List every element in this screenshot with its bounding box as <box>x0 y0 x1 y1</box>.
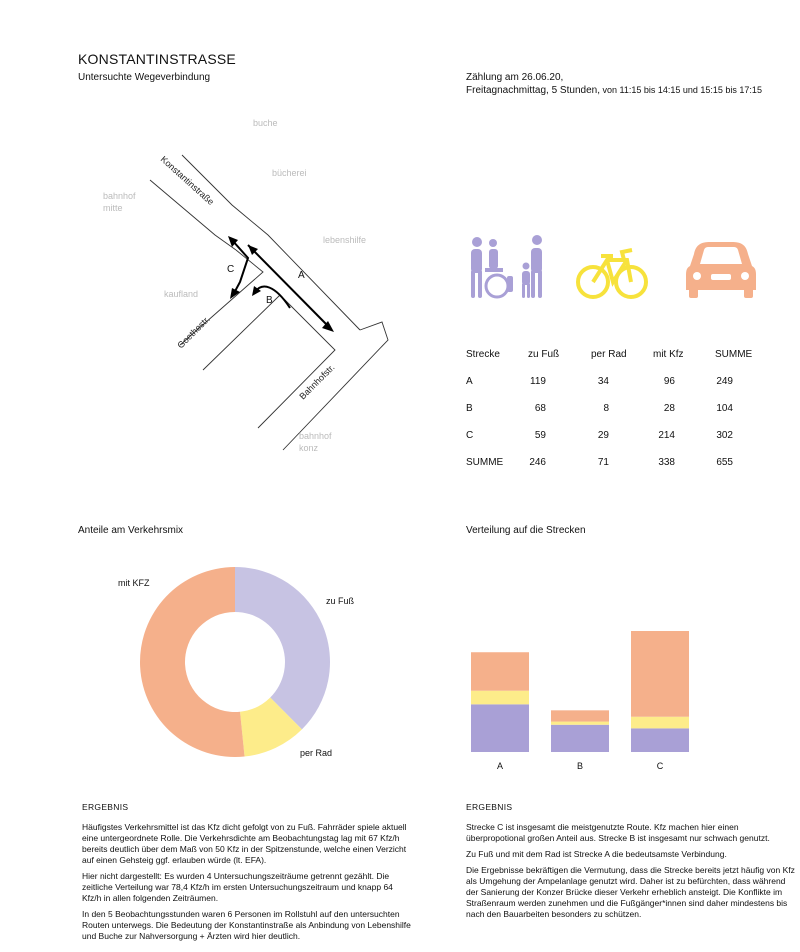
table-cell: 302 <box>716 430 733 441</box>
bar-segment <box>551 725 609 752</box>
result-left-paragraph: Häufigstes Verkehrsmittel ist das Kfz dicht gefolgt von zu Fuß. Fahrräder spiele aktuell eine untergeordnete Rolle. Die Verkehrsdichte am Beobachtungstag lag mit 67 Kfz/h bereits deutlich über dem Maß von 50 Kfz in der Spitzenstunde, welche einen Verzicht auf einen Gehsteig ggf. erlauben würde (lt. EFA). <box>82 822 407 865</box>
place-label: kaufland <box>164 289 199 299</box>
mode-icons <box>460 228 760 308</box>
street-label: Konstantinstraße <box>158 154 216 208</box>
donut-slice <box>140 567 245 757</box>
result-right-paragraph: Zu Fuß und mit dem Rad ist Strecke A die bedeutsamste Verbindung. <box>466 849 727 859</box>
bar-category-label: A <box>496 761 504 771</box>
route-label: B <box>266 295 273 306</box>
table-cell: 71 <box>597 457 609 468</box>
result-right-paragraph: Strecke C ist insgesamt die meistgenutzte Route. Kfz machen hier einen überpropotional großen Anteil aus. Strecke B ist insgesamt nur schwach genutzt. <box>466 822 770 843</box>
bicycle-icon <box>578 250 646 297</box>
donut-slice-label: per Rad <box>300 748 333 758</box>
route-label: A <box>298 270 305 281</box>
result-left-text <box>82 822 412 947</box>
bar-segment <box>471 704 529 752</box>
route-label: C <box>227 264 235 275</box>
pedestrian-wheelchair-icon <box>471 235 542 298</box>
result-left-paragraph: In den 5 Beobachtungsstunden waren 6 Personen im Rollstuhl auf den untersuchten Routen unterwegs. Die Bedeutung der Konstantinstraße als Anbindung von Lebenshilfe und Buche zur Nahversorgung + Ärzten wird hier deutlich. <box>82 909 411 941</box>
donut-slice-label: mit KFZ <box>118 578 150 588</box>
street-label: Bahnhofstr. <box>297 362 337 402</box>
table-header-cell: SUMME <box>715 349 753 360</box>
bar-segment <box>471 691 529 705</box>
bar-segment <box>631 717 689 729</box>
bar-segment <box>631 631 689 717</box>
table-cell: A <box>466 376 473 387</box>
bar-chart-title: Verteilung auf die Strecken <box>466 525 586 536</box>
table-cell: C <box>466 430 474 441</box>
donut-chart-title: Anteile am Verkehrsmix <box>78 525 184 536</box>
table-header-cell: per Rad <box>591 349 627 360</box>
place-label: mitte <box>103 203 123 213</box>
table-header-cell: mit Kfz <box>653 349 684 360</box>
result-left-paragraph: Hier nicht dargestellt: Es wurden 4 Untersuchungszeiträume getrennt gezählt. Die zeitliche Verteilung war 78,4 Kfz/h im ersten Untersuchungszeitraum und knapp 64 Kfz/h in allen folgenden Zeiträumen. <box>82 871 393 903</box>
count-date: Zählung am 26.06.20, <box>466 72 564 83</box>
donut-slice <box>235 567 330 729</box>
place-label: bücherei <box>272 168 307 178</box>
table-cell: 8 <box>603 403 609 414</box>
page-subtitle: Untersuchte Wegeverbindung <box>78 72 211 83</box>
table-cell: 96 <box>663 376 675 387</box>
count-duration: Freitagnachmittag, 5 Stunden, <box>466 85 600 96</box>
stacked-bar-chart <box>460 620 710 780</box>
street-label: Goethestr. <box>175 313 212 351</box>
place-labels <box>103 118 366 453</box>
donut-slice-label: zu Fuß <box>326 596 355 606</box>
place-label: buche <box>253 118 278 128</box>
table-cell: 246 <box>529 457 546 468</box>
result-right-head: ERGEBNIS <box>466 802 513 812</box>
table-header-cell: Strecke <box>466 349 500 360</box>
car-icon <box>686 242 756 298</box>
table-cell: 29 <box>597 430 609 441</box>
donut-chart <box>100 560 380 770</box>
table-cell: 68 <box>534 403 546 414</box>
page-title: KONSTANTINSTRASSE <box>78 51 236 67</box>
table-cell: 338 <box>658 457 675 468</box>
table-cell: 59 <box>534 430 546 441</box>
table-cell: 249 <box>716 376 733 387</box>
table-cell: 214 <box>658 430 675 441</box>
table-cell: 28 <box>663 403 675 414</box>
bar-segment <box>471 652 529 690</box>
place-label: konz <box>299 443 319 453</box>
table-cell: SUMME <box>466 457 504 468</box>
bar-segment <box>551 722 609 725</box>
table-cell: 655 <box>716 457 733 468</box>
arrow-heads <box>228 236 334 332</box>
result-left-head: ERGEBNIS <box>82 802 129 812</box>
table-cell: 119 <box>530 376 546 387</box>
bar-category-label: C <box>656 761 664 771</box>
result-right-paragraph: Die Ergebnisse bekräftigen die Vermutung, dass die Strecke bereits jetzt häufig von Kfz als Umgehung der Ampelanlage genutzt wird. Daher ist zu befürchten, dass während der Sanierung der Konzer Brücke dieser Verkehr erheblich ansteigt. Die Konflikte im Straßenraum werden zunehmen und die Fußgänger*innen sind daher mindestens bis nach den Bauarbeiten besonders zu schützen. <box>466 865 795 919</box>
bar-segment <box>631 728 689 752</box>
place-label: lebenshilfe <box>323 235 367 245</box>
table-cell: 104 <box>716 403 733 414</box>
table-cell: 34 <box>597 376 609 387</box>
result-right-text <box>466 822 796 925</box>
bar-segment <box>551 710 609 721</box>
place-label: bahnhof <box>103 191 136 201</box>
street-edge-goethe-lower <box>203 295 280 370</box>
count-time-ranges: von 11:15 bis 14:15 und 15:15 bis 17:15 <box>599 85 762 95</box>
place-label: bahnhof <box>299 431 332 441</box>
table-header-cell: zu Fuß <box>528 349 560 360</box>
bar-category-label: B <box>576 761 584 771</box>
table-cell: B <box>466 403 473 414</box>
